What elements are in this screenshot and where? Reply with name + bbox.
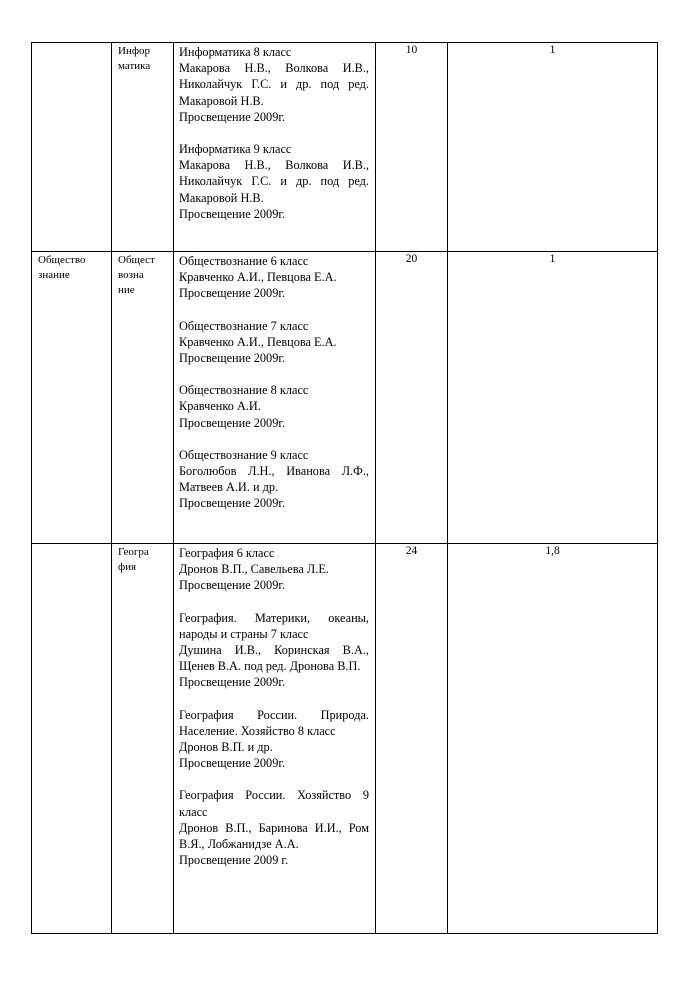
count-cell: 24 — [376, 544, 448, 934]
textbook-entry: Обществознание 7 класс Кравченко А.И., Певцова Е.А. Просвещение 2009г. — [179, 318, 337, 366]
count-cell: 20 — [376, 252, 448, 544]
textbook-table — [31, 42, 658, 934]
subject-cell: Инфор матика — [112, 43, 174, 252]
subject-cell: Геогра фия — [112, 544, 174, 934]
textbook-entry: География. Материки, океаны, народы и страны 7 класс Душина И.В., Коринская В.А., Щенев В.А. под ред. Дронова В.П. Просвещение 2009г. — [179, 610, 369, 690]
table-row — [32, 544, 658, 934]
textbook-entry: Информатика 8 класс Макарова Н.В., Волкова И.В., Николайчук Г.С. и др. под ред. Макаровой Н.В. Просвещение 2009г. — [179, 45, 369, 124]
textbook-entry: География России. Природа. Население. Хозяйство 8 класс Дронов В.П. и др. Просвещение 2009г. — [179, 707, 369, 771]
count-cell: 10 — [376, 43, 448, 252]
table-row — [32, 252, 658, 544]
textbook-entry: География России. Хозяйство 9 класс Дронов В.П., Баринова И.И., Ром В.Я., Лобжанидзе А.А. Просвещение 2009 г. — [179, 788, 369, 868]
area-cell — [32, 43, 112, 252]
textbooks-cell — [174, 252, 376, 544]
textbooks-cell — [174, 43, 376, 252]
ratio-cell: 1,8 — [448, 544, 658, 934]
textbooks-cell — [174, 544, 376, 934]
ratio-cell: 1 — [448, 43, 658, 252]
subject-cell: Общест возна ние — [112, 252, 174, 544]
textbook-entry: Обществознание 8 класс Кравченко А.И. Просвещение 2009г. — [179, 383, 309, 430]
area-cell: Общество знание — [32, 252, 112, 544]
area-cell — [32, 544, 112, 934]
textbook-entry: Информатика 9 класс Макарова Н.В., Волкова И.В., Николайчук Г.С. и др. под ред. Макаровой Н.В. Просвещение 2009г. — [179, 142, 369, 221]
textbook-entry: Обществознание 9 класс Боголюбов Л.Н., Иванова Л.Ф., Матвеев А.И. и др. Просвещение 2009г. — [179, 447, 369, 511]
textbook-entry: География 6 класс Дронов В.П., Савельева Л.Е. Просвещение 2009г. — [179, 546, 329, 593]
ratio-cell: 1 — [448, 252, 658, 544]
textbook-entry: Обществознание 6 класс Кравченко А.И., Певцова Е.А. Просвещение 2009г. — [179, 254, 337, 301]
table-row — [32, 43, 658, 252]
